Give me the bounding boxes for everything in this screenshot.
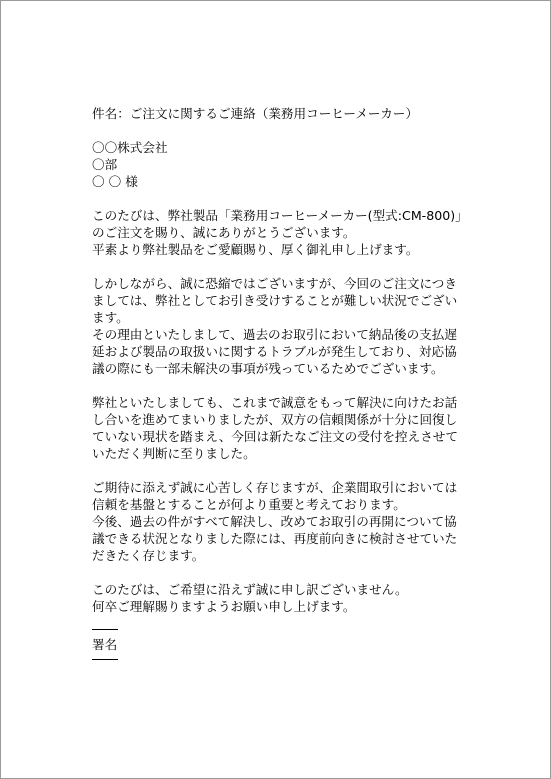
signature-block — [92, 629, 472, 660]
paragraph-line: しかしながら、誠に恐縮ではございますが、今回のご注文につき — [92, 276, 457, 291]
spacer — [92, 564, 472, 581]
letter-body — [92, 105, 472, 660]
recipient-department: 〇部 — [92, 157, 118, 172]
paragraph-line: 平素より弊社製品をご愛顧賜り、厚く御礼申し上げます。 — [92, 242, 419, 257]
paragraph-line: し合いを進めてまいりましたが、双方の信頼関係が十分に回復し — [92, 412, 458, 427]
paragraph-line: このたびは、ご希望に沿えず誠に申し訳ございません。 — [92, 582, 408, 597]
paragraph-line: ていない現状を踏まえ、今回は新たなご注文の受付を控えさせて — [92, 429, 458, 444]
paragraph-line: このたびは、弊社製品「業務用コーヒーメーカー(型式:CM-800)」 — [92, 208, 468, 223]
spacer — [92, 377, 472, 394]
subject-line: 件名：ご注文に関するご連絡（業務用コーヒーメーカー） — [92, 106, 419, 121]
paragraph-decision — [92, 394, 472, 462]
paragraph-line: 何卒ご理解賜りますようお願い申し上げます。 — [92, 599, 356, 614]
recipient-company: 〇〇株式会社 — [92, 140, 168, 155]
spacer — [92, 258, 472, 275]
paragraph-line: だきたく存じます。 — [92, 548, 205, 563]
recipient-block — [92, 139, 472, 190]
paragraph-closing — [92, 581, 472, 615]
paragraph-line: のご注文を賜り、誠にありがとうございます。 — [92, 225, 356, 240]
paragraph-future — [92, 479, 472, 564]
paragraph-line: 信頼を基盤とすることが何より重要と考えております。 — [92, 497, 406, 512]
paragraph-reason — [92, 275, 472, 377]
paragraph-line: 延および製品の取扱いに関するトラブルが発生しており、対応協 — [92, 344, 457, 359]
spacer — [92, 462, 472, 479]
signature-rule-top — [92, 629, 118, 630]
paragraph-greeting — [92, 207, 472, 258]
paragraph-line: 弊社といたしましても、これまで誠意をもって解決に向けたお話 — [92, 395, 458, 410]
signature-label: 署名 — [92, 637, 118, 652]
spacer — [92, 190, 472, 207]
paragraph-line: 議できる状況となりました際には、再度前向きに検討させていた — [92, 531, 458, 546]
paragraph-line: ます。 — [92, 310, 129, 325]
paragraph-line: 今後、過去の件がすべて解決し、改めてお取引の再開について協 — [92, 514, 457, 529]
paragraph-line: いただく判断に至りました。 — [92, 446, 256, 461]
recipient-person: 〇 〇 様 — [92, 174, 138, 189]
spacer — [92, 122, 472, 139]
paragraph-line: その理由といたしまして、過去のお取引において納品後の支払遅 — [92, 327, 457, 342]
paragraph-line: ご期待に添えず誠に心苦しく存じますが、企業間取引においては — [92, 480, 458, 495]
paragraph-line: ましては、弊社としてお引き受けすることが難しい状況でござい — [92, 293, 458, 308]
signature-rule-bottom — [92, 659, 118, 660]
paragraph-line: 議の際にも一部未解決の事項が残っているためでございます。 — [92, 361, 444, 376]
